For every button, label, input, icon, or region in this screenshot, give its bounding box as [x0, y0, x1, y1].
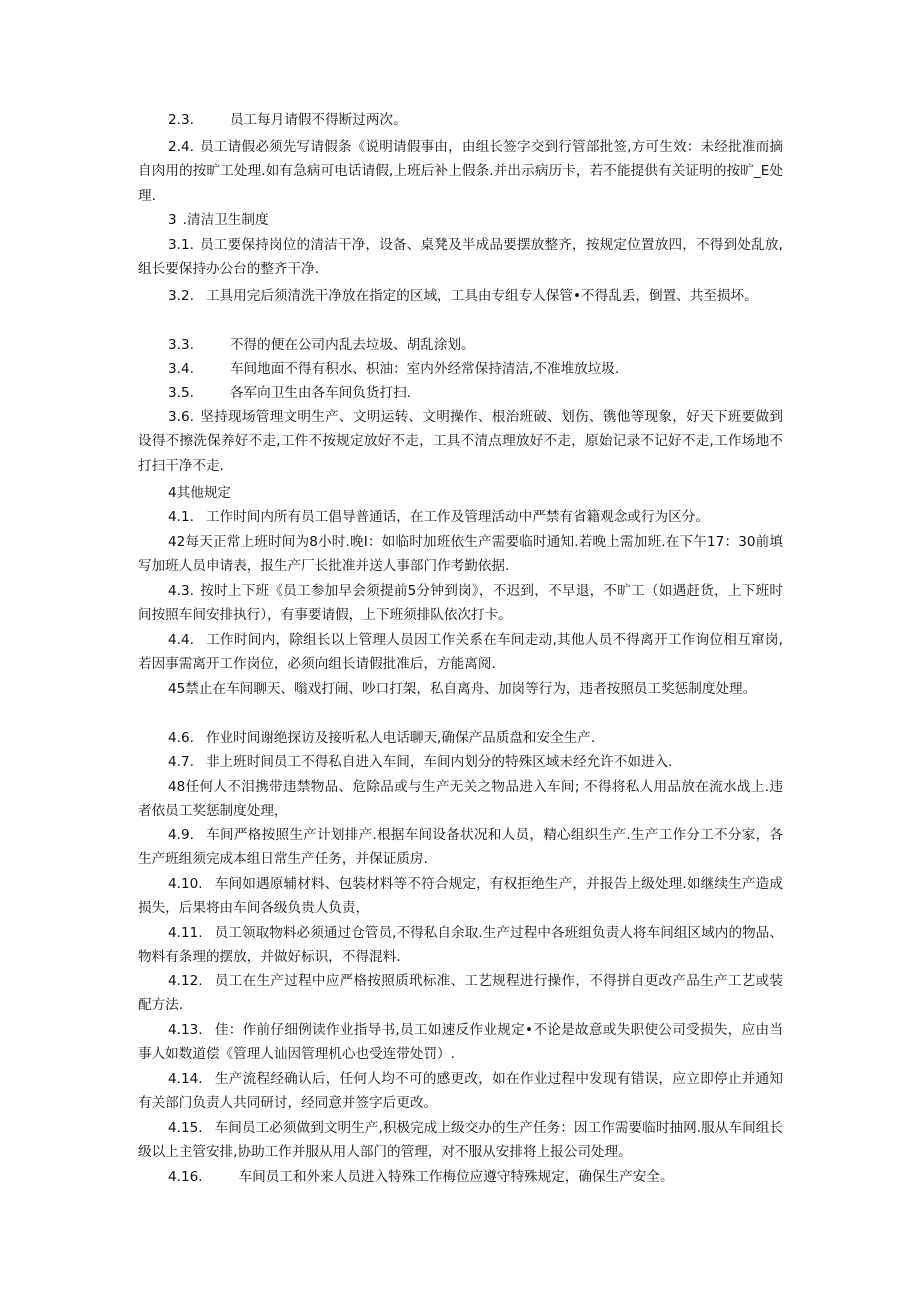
- paragraph-4-3: [138, 579, 783, 628]
- paragraph-3-5: [138, 381, 783, 405]
- clause-text: 各军向卫生由各车间负货打扫.: [229, 385, 411, 401]
- section-heading-3: [138, 208, 783, 232]
- clause-text: 非上班时间员工不得私自进入车间，车间内划分的特殊区域未经允许不如进入.: [205, 754, 673, 770]
- clause-text: 车间地面不得有积水、枳油：室内外经常保持清洁,不准堆放垃圾.: [229, 361, 620, 377]
- clause-number: 2.3.: [168, 112, 194, 128]
- paragraph-4-5: [138, 677, 783, 701]
- clause-text: 42每天正常上班时间为8小时.晚I：如临时加班依生产需要临时通知.若晚上需加班.在下午17：30前填写加班人员申请表，报生产厂长批准并送人事部门作考勤依据.: [138, 534, 783, 575]
- clause-text: 员工在生产过程中应严格按照质玳标准、工艺规程进行操作，不得拼自更改产品生产工艺或装配方法.: [138, 973, 783, 1014]
- paragraph-2-3: [138, 108, 783, 132]
- section-heading-4: [138, 481, 783, 505]
- clause-number: 4.9.: [168, 827, 194, 843]
- clause-number: 4.13.: [168, 1022, 203, 1038]
- clause-text: 45禁止在车间聊天、嗡戏打闹、吵口打架，私自离舟、加岗等行为，违者按照员工奖惩制度处理。: [168, 681, 757, 697]
- clause-text: 车间如遇原辅材料、包装材料等不符合规定，有权拒绝生产，并报告上级处理.如继续生产造成损失，后果将由车间各级负贵人负责，: [138, 876, 783, 917]
- clause-number: 4.11.: [168, 925, 203, 941]
- paragraph-2-4: [138, 135, 783, 208]
- section-title: 4其他规定: [168, 485, 232, 501]
- paragraph-4-15: [138, 1116, 783, 1165]
- clause-number: 3.1.: [168, 237, 194, 253]
- clause-number: 3.6.: [168, 409, 194, 425]
- paragraph-4-13: [138, 1018, 783, 1067]
- clause-number: 3.3.: [168, 337, 194, 353]
- paragraph-4-1: [138, 505, 783, 529]
- paragraph-4-10: [138, 872, 783, 921]
- clause-number: 4.14.: [168, 1071, 203, 1087]
- section-title: .清洁卫生制度: [182, 212, 269, 228]
- clause-text: 不得的便在公司内乱去垃圾、胡乱涂划。: [229, 337, 475, 353]
- paragraph-4-2: [138, 530, 783, 579]
- clause-number: 4.16.: [168, 1169, 203, 1185]
- paragraph-3-4: [138, 357, 783, 381]
- clause-text: 按时上下班《员工参加早会须提前5分钟到岗》，不迟到，不早退，不旷工（如遇赶货，上下班时间按照车间安排执行），有事要请假，上下班须排队依次打卡。: [138, 583, 783, 624]
- paragraph-3-6: [138, 405, 783, 478]
- clause-number: 4.12.: [168, 973, 203, 989]
- paragraph-4-7: [138, 750, 783, 774]
- clause-text: 车间员工和外来人员进入特殊工作梅位应遵守特殊规定，确保生产安全。: [238, 1169, 674, 1185]
- clause-text: 车间员工必须做到文明生产,积极完成上级交办的生产任务：因工作需要临时抽网.服从车间组长级以上主管安排,协助工作并服从用人部门的管理，对不服从安排将上报公司处理。: [138, 1120, 783, 1161]
- paragraph-4-16: [138, 1165, 783, 1189]
- paragraph-4-11: [138, 921, 783, 970]
- paragraph-4-14: [138, 1067, 783, 1116]
- clause-text: 坚持现场管理文明生产、文明运转、文明操作、根治班破、划伤、镌他等现象，好天下班要做到设得不擦洗保养好不走,工件不按规定放好不走，工具不清点理放好不走，原始记录不记好不走,工作场地不打扫干净不走.: [138, 409, 783, 474]
- clause-text: 车间严格按照生产计划排产.根据车间设备状况和人员，精心组织生产.生产工作分工不分家，各生产班组须完成本组日常生产任务，并保证质房.: [138, 827, 783, 868]
- paragraph-3-2: [138, 284, 783, 308]
- clause-number: 4.4.: [168, 632, 194, 648]
- paragraph-4-9: [138, 823, 783, 872]
- clause-number: 4.6.: [168, 730, 194, 746]
- paragraph-4-4: [138, 628, 783, 677]
- clause-number: 3.4.: [168, 361, 194, 377]
- clause-number: 3.5.: [168, 385, 194, 401]
- clause-text: 48任何人不泪携带违禁物品、危除品或与生产无关之物品进入车间; 不得将私人用品放在流水战上.违者依员工奖惩制度处理，: [138, 779, 783, 820]
- paragraph-4-8: [138, 775, 783, 824]
- clause-text: 员工领取物料必须通过仓管员,不得私自余取.生产过程中各班组负责人将车间组区域内的物品、物料有条理的摆放，并做好标识，不得混料.: [138, 925, 783, 966]
- clause-number: 4.1.: [168, 509, 194, 525]
- clause-text: 工作时间内所有员工倡导普通话，在工作及管理活动中严禁有省籍观念或行为区分。: [205, 509, 709, 525]
- paragraph-4-6: [138, 726, 783, 750]
- clause-text: 生产流程经确认后，任何人均不可的感更改，如在作业过程中发现有错误，应立即停止并通知有关部门负责人共同研讨，经同意并签字后更改。: [138, 1071, 783, 1112]
- clause-text: 工具用完后须清洗干净放在指定的区域，工具由专组专人保管•不得乱丢，倒置、共至损坏。: [205, 288, 758, 304]
- clause-text: 佳：作前仔细例读作业指导书,员工如速反作业规定•不论是故意或失职使公司受损失，应由当事人如数道偿《管理人讪因管理机心也受连带处罚）.: [138, 1022, 783, 1063]
- clause-number: 2.4.: [168, 139, 194, 155]
- paragraph-3-1: [138, 233, 783, 282]
- clause-text: 作业时间谢绝探访及接听私人电话聊天,确保产品质盘和安全生产.: [205, 730, 596, 746]
- paragraph-4-12: [138, 969, 783, 1018]
- clause-number: 4.7.: [168, 754, 194, 770]
- paragraph-3-3: [138, 333, 783, 357]
- clause-text: 员工请假必须先写请假条《说明请假事由，由组长签字交到行管部批签,方可生效：未经批准而摘自肉用的按旷工处理.如有急病可电话请假,上班后补上假条.并出示病历卡，若不能提供有关证明的按旷_E处理.: [138, 139, 783, 204]
- clause-text: 员工要保持岗位的清洁干净，设备、桌凳及半成品要摆放整齐，按规定位置放四，不得到处乱放,组长要保持办公台的整齐干净.: [138, 237, 783, 278]
- clause-number: 4.10.: [168, 876, 203, 892]
- clause-number: 4.3.: [168, 583, 194, 599]
- section-number: 3: [168, 212, 177, 228]
- clause-text: 员工每月请假不得断过两次。: [229, 112, 407, 128]
- clause-number: 4.15.: [168, 1120, 203, 1136]
- clause-text: 工作时间内，除组长以上管理人员因工作关系在车间走动,其他人员不得离开工作询位相互窜岗,若因事需离开工作岗位，必须向组长请假批准后，方能离阅.: [138, 632, 783, 673]
- clause-number: 3.2.: [168, 288, 194, 304]
